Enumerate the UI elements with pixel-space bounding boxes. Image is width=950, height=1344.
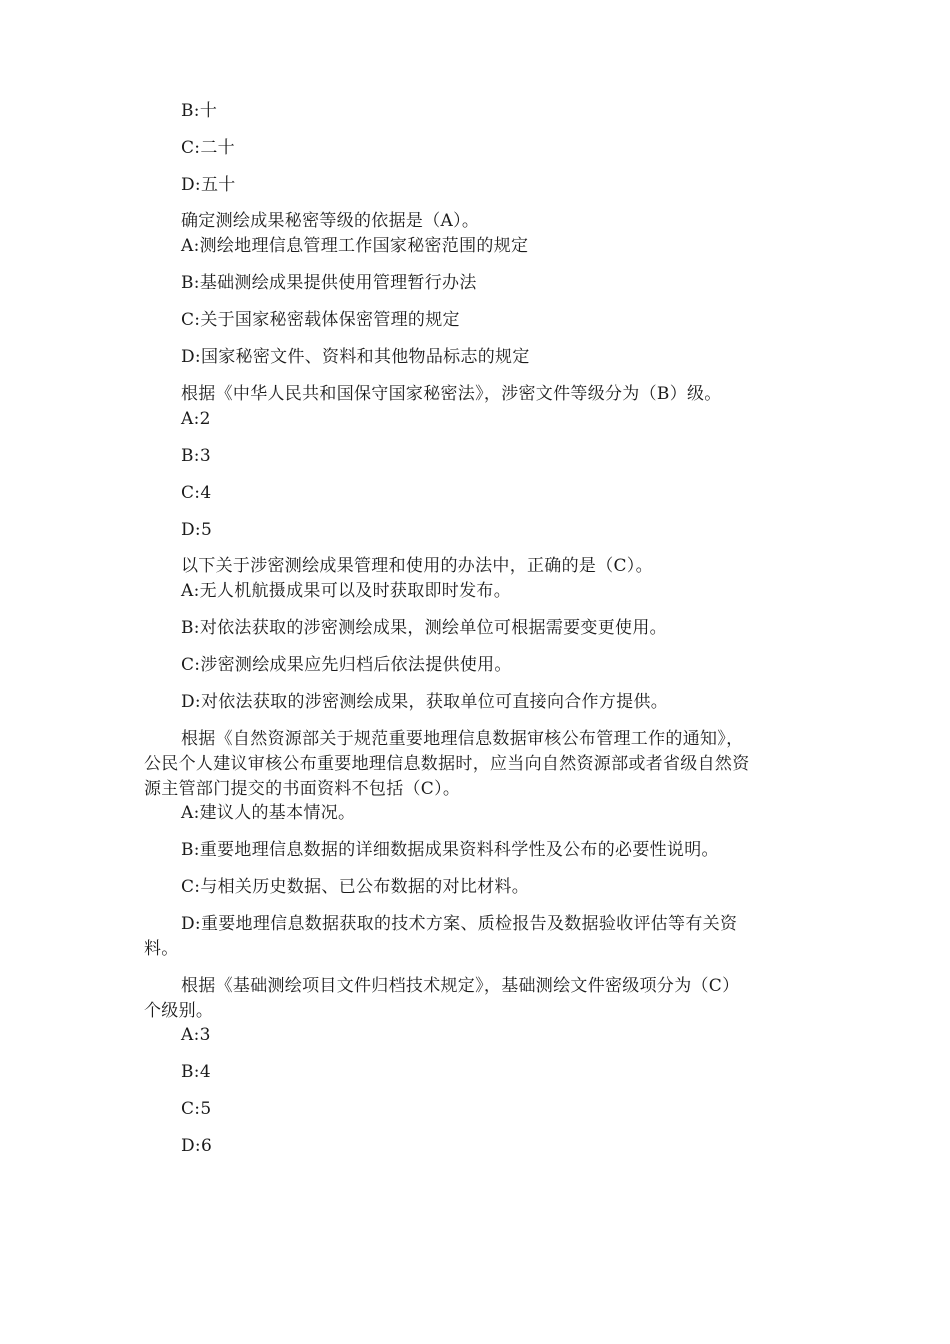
- option-b: B:重要地理信息数据的详细数据成果资料科学性及公布的必要性说明。: [181, 840, 719, 860]
- option-d: D:6: [181, 1136, 213, 1156]
- option-d: D:重要地理信息数据获取的技术方案、质检报告及数据验收评估等有关资: [181, 914, 738, 934]
- option-a: A:建议人的基本情况。: [181, 803, 356, 823]
- option-c: C:关于国家秘密载体保密管理的规定: [181, 310, 460, 330]
- option-d: D:5: [181, 520, 213, 540]
- option-c: C:4: [181, 483, 212, 503]
- option-a: A:无人机航摄成果可以及时获取即时发布。: [181, 581, 512, 601]
- option-b: B:对依法获取的涉密测绘成果，测绘单位可根据需要变更使用。: [181, 618, 667, 638]
- option-b: B:3: [181, 446, 211, 466]
- question-stem: 根据《基础测绘项目文件归档技术规定》，基础测绘文件密级项分为（C）: [181, 976, 740, 996]
- option-d: D:对依法获取的涉密测绘成果，获取单位可直接向合作方提供。: [181, 692, 669, 712]
- option-a: A:3: [181, 1025, 211, 1045]
- option-b: B:4: [181, 1062, 211, 1082]
- question-stem-continuation: 公民个人建议审核公布重要地理信息数据时，应当向自然资源部或者省级自然资: [144, 754, 750, 774]
- question-stem: 根据《中华人民共和国保守国家秘密法》，涉密文件等级分为（B）级。: [181, 384, 722, 404]
- question-stem-continuation: 源主管部门提交的书面资料不包括（C）。: [144, 779, 461, 799]
- option-c: C:涉密测绘成果应先归档后依法提供使用。: [181, 655, 512, 675]
- option-a: A:测绘地理信息管理工作国家秘密范围的规定: [181, 236, 529, 256]
- question-stem: 根据《自然资源部关于规范重要地理信息数据审核公布管理工作的通知》，: [181, 729, 744, 749]
- option-b: B:十: [181, 101, 218, 121]
- question-stem-continuation: 个级别。: [144, 1001, 214, 1021]
- option-d: D:国家秘密文件、资料和其他物品标志的规定: [181, 347, 530, 367]
- option-c: C:与相关历史数据、已公布数据的对比材料。: [181, 877, 530, 897]
- option-d: D:五十: [181, 175, 236, 195]
- option-a: A:2: [181, 409, 211, 429]
- option-b: B:基础测绘成果提供使用管理暂行办法: [181, 273, 477, 293]
- option-c: C:5: [181, 1099, 212, 1119]
- option-d-continuation: 料。: [144, 939, 179, 959]
- question-stem: 以下关于涉密测绘成果管理和使用的办法中，正确的是（C）。: [181, 556, 653, 576]
- option-c: C:二十: [181, 138, 235, 158]
- question-stem: 确定测绘成果秘密等级的依据是（A）。: [181, 211, 480, 231]
